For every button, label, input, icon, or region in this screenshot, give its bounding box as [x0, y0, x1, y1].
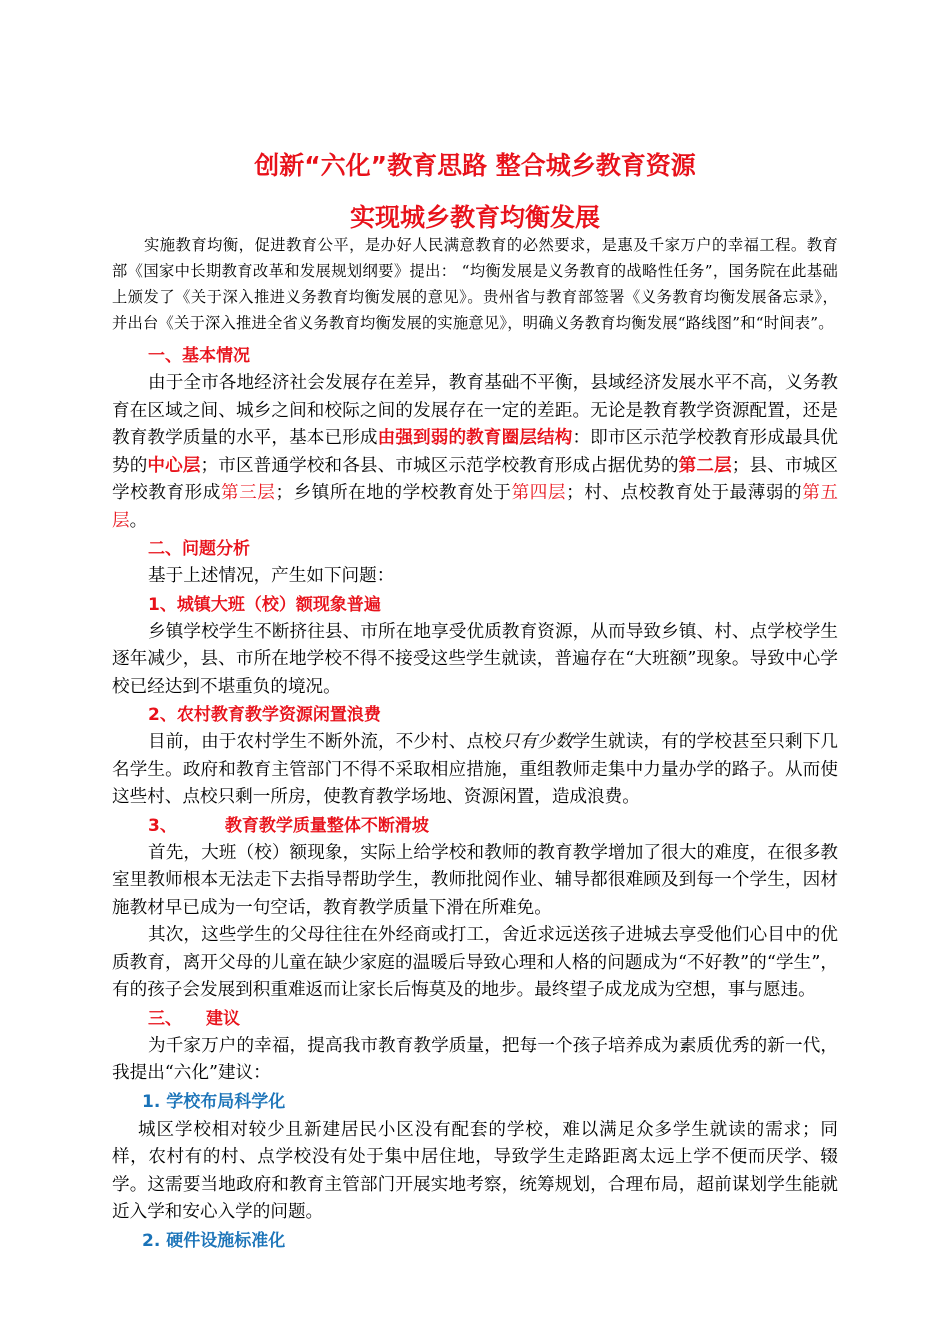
text-run: ；县、市城区学校教育形成 [112, 455, 838, 503]
sub-3-paragraph-2: 其次，这些学生的父母往往在外经商或打工，舍近求远送孩子进城去享受他们心目中的优质教育，离开父母的儿童在缺少家庭的温暖后导致心理和人格的问题成为“不好教”的“学生”，有的孩子会发展到积重难返而让家长后悔莫及的地步。最终望子成龙成为空想，事与愿违。 [112, 925, 838, 1000]
document-title-line-2: 实现城乡教育均衡发展 [349, 203, 600, 232]
sub-2-paragraph [112, 729, 838, 812]
text-run: 目前，由于农村学生不断外流，不少村、点校 [148, 732, 502, 752]
section-heading-problem-analysis: 二、问题分析 [148, 539, 250, 559]
highlight-second-layer: 第二层 [678, 455, 732, 476]
document-title-line-1: 创新“六化”教育思路 整合城乡教育资源 [254, 151, 696, 180]
text-run: 由于全市各地经济社会发展存在差异，教育基础不平衡，县域经济发展水平不高，义务教育在区域之间、城乡之间和校际之间的发展存在一定的差距。无论是教育教学资源配置，还是教育教学质量的水平，基本已形成 [112, 373, 838, 448]
text-run: 学生就读，有的学校甚至只剩下几名学生。政府和教育主管部门不得不采取相应措施，重组教师走集中力量办学的路子。从而使这些村、点校只剩一所房，使教育教学场地、资源闲置，造成浪费。 [112, 732, 838, 807]
suggestion-heading-1: 1. 学校布局科学化 [142, 1091, 286, 1112]
highlight-fifth-layer: 第五层 [112, 483, 838, 531]
sub-heading-3-number: 3、 [148, 815, 177, 836]
text-run: ：即市区示范学校教育形成最具优势的 [112, 428, 838, 476]
sub-heading-3-text: 教育教学质量整体不断滑坡 [224, 815, 429, 836]
highlight-structure: 由强到弱的教育圈层结构 [377, 428, 573, 448]
text-run: ；乡镇所在地的学校教育处于 [275, 483, 512, 503]
sub-3-paragraph-1: 首先，大班（校）额现象，实际上给学校和教师的教育教学增加了很大的难度，在很多教室里教师根本无法走下去指导帮助学生，教师批阅作业、辅导都很难顾及到每一个学生，因材施教材早已成为一句空话，教育教学质量下滑在所难免。 [112, 842, 838, 918]
highlight-center-layer: 中心层 [147, 455, 201, 476]
problem-lead-paragraph: 基于上述情况，产生如下问题： [148, 566, 395, 586]
intro-paragraph: 实施教育均衡，促进教育公平，是办好人民满意教育的必然要求，是惠及千家万户的幸福工程。教育部《国家中长期教育改革和发展规划纲要》提出： “均衡发展是义务教育的战略性任务”，国务院在此基础上颁发了《关于深入推进义务教育均衡发展的意见》。贵州省与教育部签署《义务教育均衡发展备忘录》，并出台《关于深入推进全省义务教育均衡发展的实施意见》，明确义务教育均衡发展“路线图”和“时间表”。 [112, 236, 838, 332]
suggestions-lead-paragraph: 为千家万户的幸福，提高我市教育教学质量，把每一个孩子培养成为素质优秀的新一代，我提出“六化”建议： [112, 1035, 838, 1083]
suggestion-heading-2: 2. 硬件设施标准化 [142, 1230, 286, 1251]
highlight-third-layer: 第三层 [220, 483, 276, 503]
sub-heading-2: 2、农村教育教学资源闲置浪费 [148, 705, 381, 725]
document-body [112, 232, 838, 1256]
sub-heading-1: 1、城镇大班（校）额现象普遍 [148, 594, 381, 615]
section-heading-suggestions [112, 1005, 838, 1033]
basic-situation-paragraph [112, 370, 838, 535]
section-heading-basic-situation: 一、基本情况 [148, 346, 250, 366]
text-run: 。 [129, 510, 148, 531]
section-3-number: 三、 [148, 1008, 182, 1029]
suggestion-1-paragraph: 城区学校相对较少且新建居民小区没有配套的学校，难以满足众多学生就读的需求；同样，农村有的村、点学校没有处于集中居住地，导致学生走路距离太远上学不便而厌学、辍学。这需要当地政府和教育主管部门开展实地考察，统筹规划，合理布局，超前谋划学生能就近入学和安心入学的问题。 [112, 1119, 838, 1222]
text-run: ；市区普通学校和各县、市城区示范学校教育形成占据优势的 [200, 455, 679, 476]
sub-heading-3 [112, 812, 838, 840]
highlight-fourth-layer: 第四层 [511, 483, 567, 503]
section-3-text: 建议 [206, 1008, 240, 1029]
sub-1-paragraph: 乡镇学校学生不断挤往县、市所在地享受优质教育资源，从而导致乡镇、村、点学校学生逐年减少，县、市所在地学校不得不接受这些学生就读，普遍存在“大班额”现象。导致中心学校已经达到不堪重负的境况。 [112, 621, 838, 697]
text-run: ；村、点校教育处于最薄弱的 [566, 483, 803, 503]
italic-text: 只有少数 [501, 732, 573, 752]
